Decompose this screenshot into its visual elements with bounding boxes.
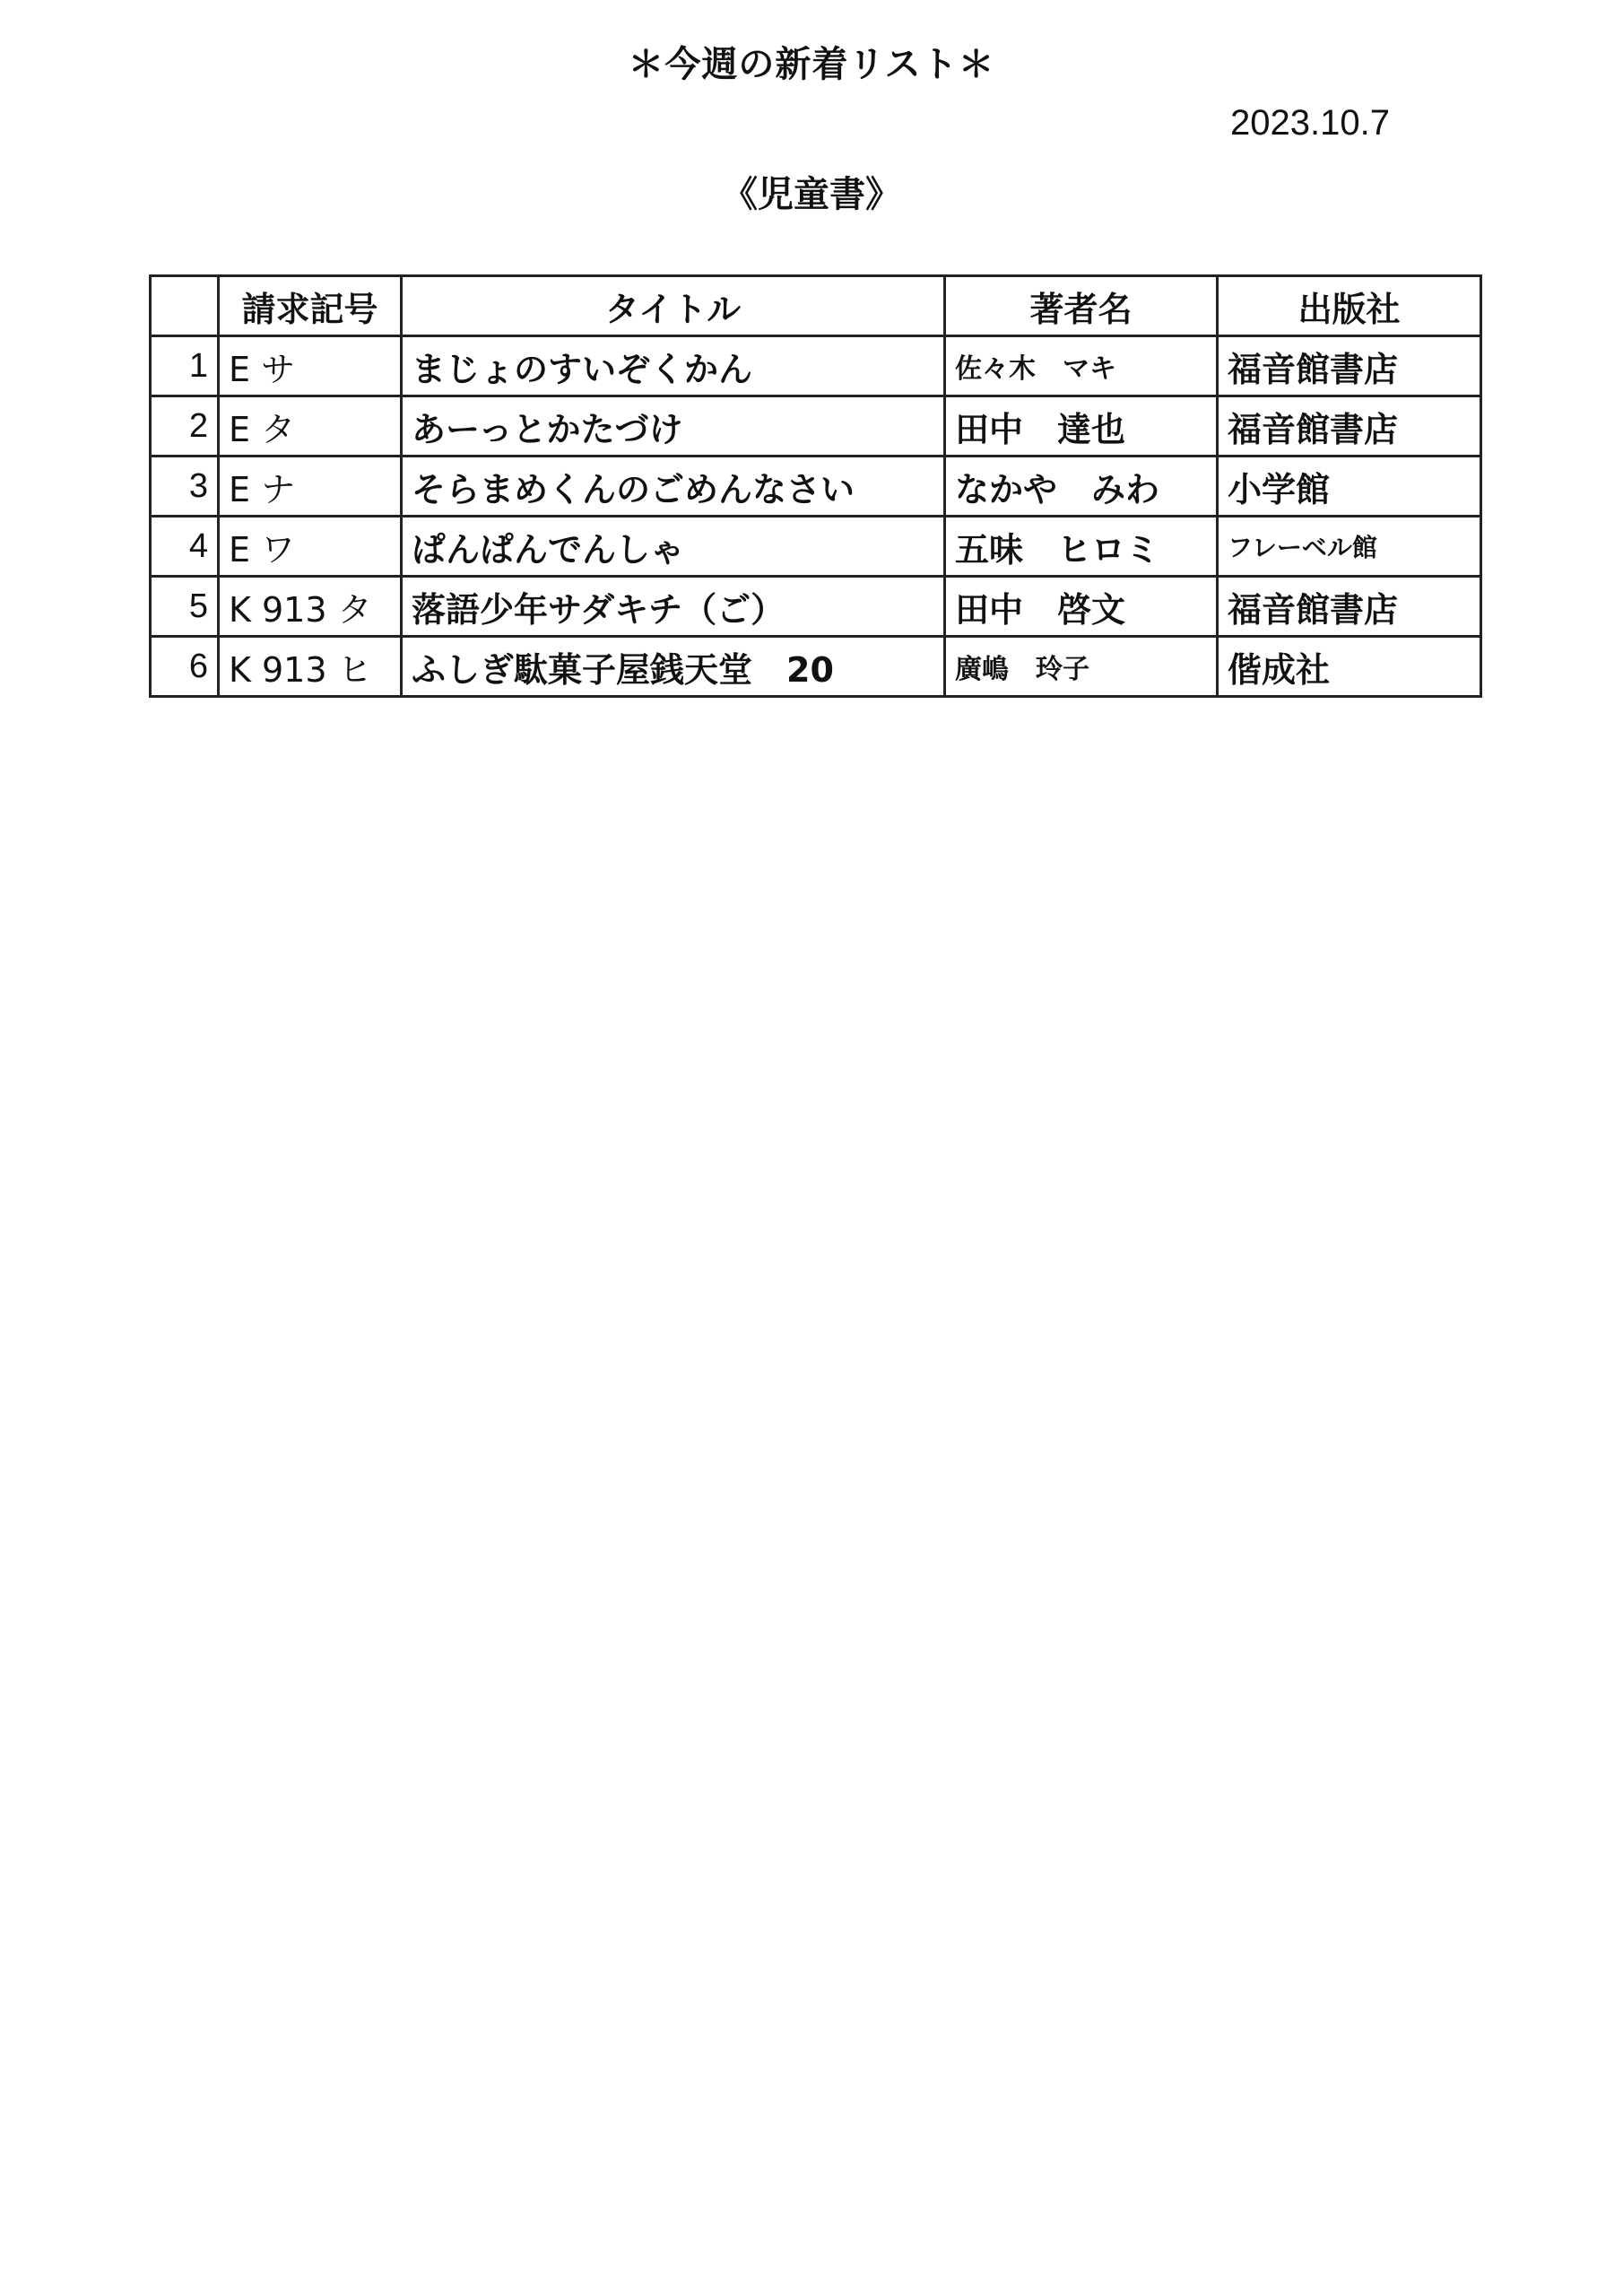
header-num: [151, 276, 219, 336]
header-call-number: 請求記号: [219, 276, 402, 336]
book-title: まじょのすいぞくかん: [402, 336, 945, 396]
call-number: E ナ: [219, 457, 402, 517]
row-number: 5: [151, 577, 219, 637]
table-row: [151, 577, 1481, 637]
section-heading: 《児童書》: [722, 174, 901, 215]
table-row: [151, 457, 1481, 517]
table-header-row: [151, 276, 1481, 336]
header-title: タイトル: [402, 276, 945, 336]
row-number: 3: [151, 457, 219, 517]
table-row: [151, 517, 1481, 577]
author-name: 廣嶋 玲子: [945, 637, 1218, 697]
call-number: K 913 ヒ: [219, 637, 402, 697]
table-row: [151, 336, 1481, 396]
row-number: 4: [151, 517, 219, 577]
row-number: 6: [151, 637, 219, 697]
author-name: 田中 達也: [945, 396, 1218, 457]
header-author: 著者名: [945, 276, 1218, 336]
new-books-table: [149, 274, 1482, 698]
publisher-name: 福音館書店: [1218, 336, 1481, 396]
author-name: なかや みわ: [945, 457, 1218, 517]
publisher-name: 福音館書店: [1218, 396, 1481, 457]
call-number: E サ: [219, 336, 402, 396]
call-number: K 913 タ: [219, 577, 402, 637]
author-name: 佐々木 マキ: [945, 336, 1218, 396]
call-number: E タ: [219, 396, 402, 457]
book-title: 落語少年サダキチ（ご）: [402, 577, 945, 637]
call-number: E ワ: [219, 517, 402, 577]
book-title: そらまめくんのごめんなさい: [402, 457, 945, 517]
table-row: [151, 637, 1481, 697]
publisher-name: フレーベル館: [1218, 517, 1481, 577]
row-number: 2: [151, 396, 219, 457]
page-date: 2023.10.7: [1230, 103, 1390, 143]
book-title: ふしぎ駄菓子屋銭天堂 20: [402, 637, 945, 697]
row-number: 1: [151, 336, 219, 396]
author-name: 五味 ヒロミ: [945, 517, 1218, 577]
book-title: ぱんぱんでんしゃ: [402, 517, 945, 577]
publisher-name: 偕成社: [1218, 637, 1481, 697]
publisher-name: 福音館書店: [1218, 577, 1481, 637]
table-row: [151, 396, 1481, 457]
author-name: 田中 啓文: [945, 577, 1218, 637]
header-publisher: 出版社: [1218, 276, 1481, 336]
book-title: あーっとかたづけ: [402, 396, 945, 457]
publisher-name: 小学館: [1218, 457, 1481, 517]
page-title: ＊今週の新着リスト＊: [628, 44, 995, 85]
